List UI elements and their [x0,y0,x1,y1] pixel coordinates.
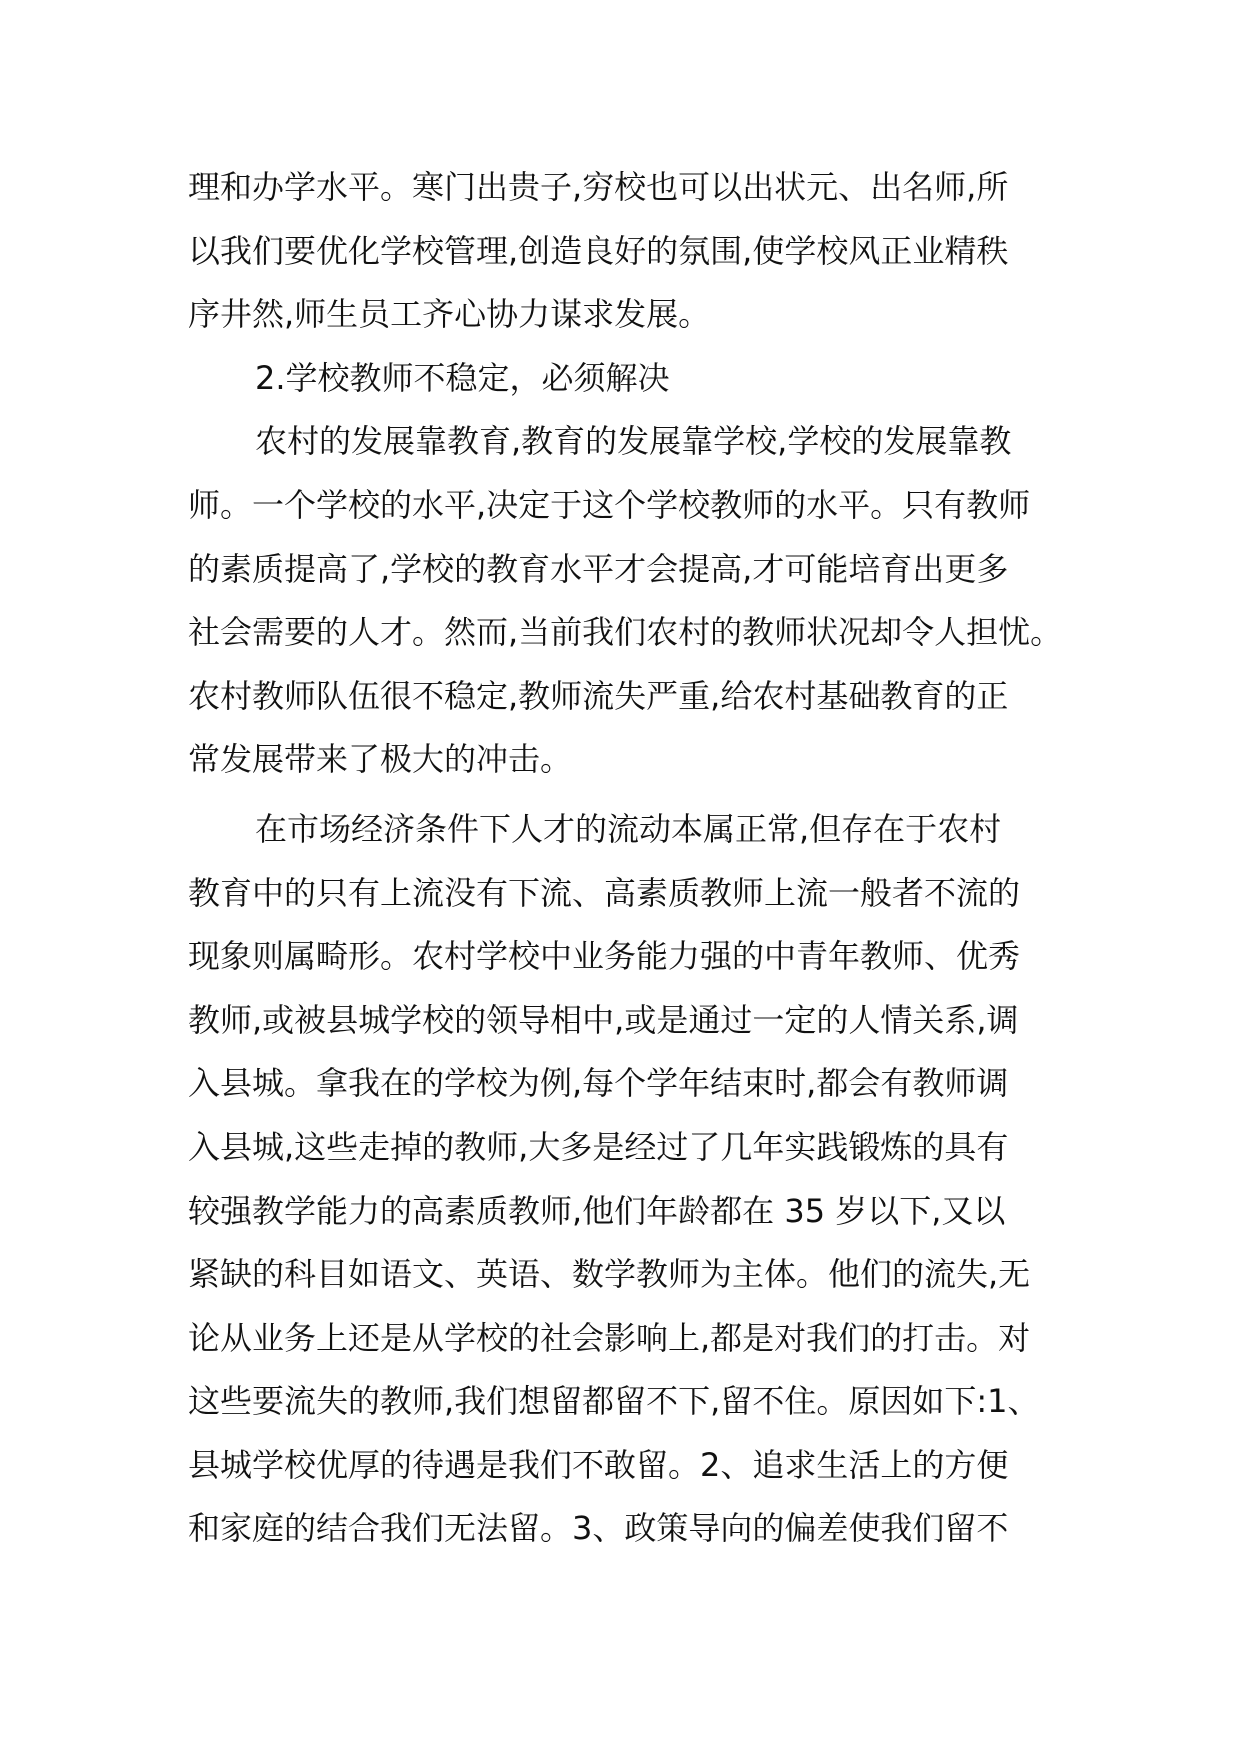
text-line: 农村的发展靠教育,教育的发展靠学校,学校的发展靠教 [255,422,1012,461]
body-text [188,156,1063,1561]
text-line: 的素质提高了,学校的教育水平才会提高,才可能培育出更多 [188,549,1009,588]
text-line: 师。一个学校的水平,决定于这个学校教师的水平。只有教师 [188,485,1031,524]
text-line: 以我们要优化学校管理,创造良好的氛围,使学校风正业精秩 [188,231,1009,270]
text-line: 县城学校优厚的待遇是我们不敢留。2、追求生活上的方便 [188,1445,1009,1484]
text-line: 农村教师队伍很不稳定,教师流失严重,给农村基础教育的正 [188,676,1009,715]
text-line: 入县城。拿我在的学校为例,每个学年结束时,都会有教师调 [188,1064,1009,1103]
text-line: 现象则属畸形。农村学校中业务能力强的中青年教师、优秀 [188,937,1021,976]
text-line: 序井然,师生员工齐心协力谋求发展。 [188,295,711,334]
text-line: 教育中的只有上流没有下流、高素质教师上流一般者不流的 [188,873,1021,912]
text-line: 社会需要的人才。然而,当前我们农村的教师状况却令人担忧。 [188,613,1063,652]
text-line: 教师,或被县城学校的领导相中,或是通过一定的人情关系,调 [188,1000,1019,1039]
text-line: 紧缺的科目如语文、英语、数学教师为主体。他们的流失,无 [188,1255,1031,1294]
text-line: 较强教学能力的高素质教师,他们年龄都在 35 岁以下,又以 [188,1191,1006,1230]
text-line: 常发展带来了极大的冲击。 [188,740,573,779]
text-line: 入县城,这些走掉的教师,大多是经过了几年实践锻炼的具有 [188,1127,1009,1166]
text-line: 理和办学水平。寒门出贵子,穷校也可以出状元、出名师,所 [188,168,1009,206]
section-heading: 2.学校教师不稳定，必须解决 [255,358,670,397]
text-line: 这些要流失的教师,我们想留都留不下,留不住。原因如下:1、 [188,1382,1040,1421]
text-line: 论从业务上还是从学校的社会影响上,都是对我们的打击。对 [188,1318,1031,1357]
text-line: 和家庭的结合我们无法留。3、政策导向的偏差使我们留不 [188,1509,1009,1548]
text-line: 在市场经济条件下人才的流动本属正常,但存在于农村 [255,809,1002,848]
